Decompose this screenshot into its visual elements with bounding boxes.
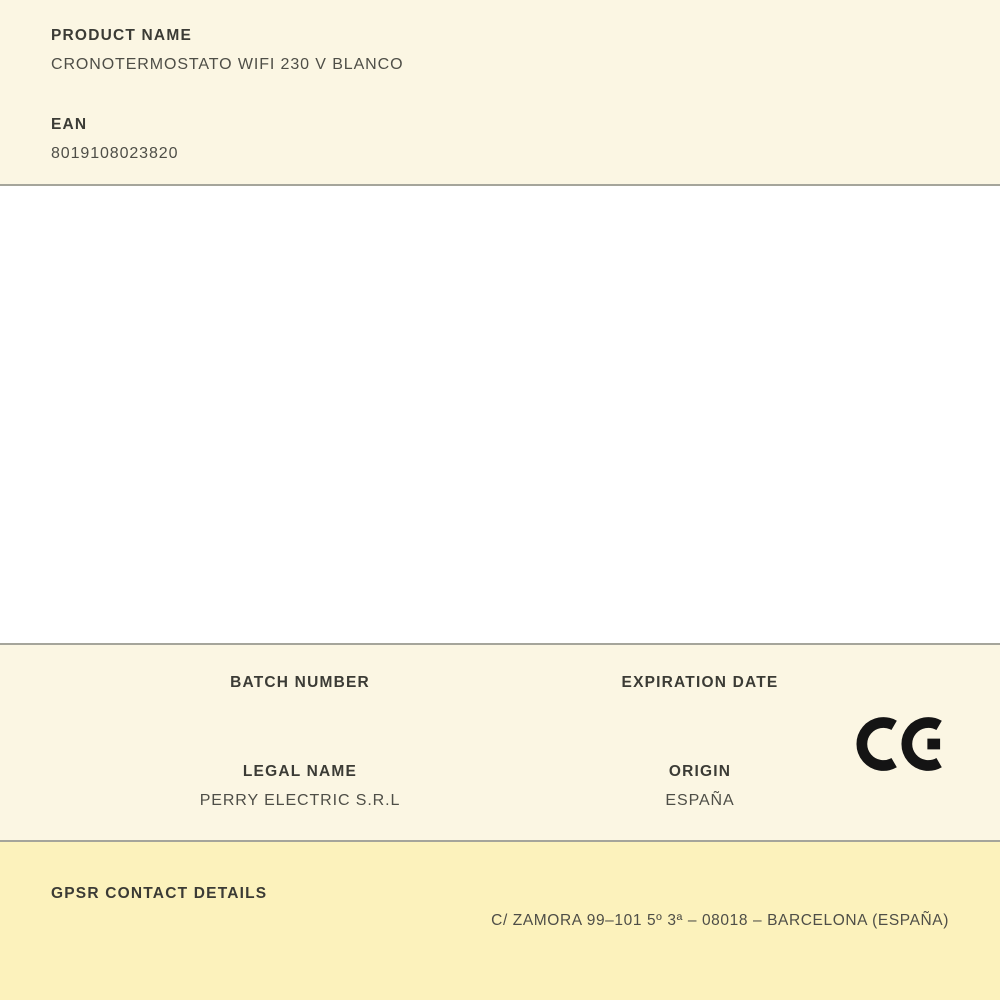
ean-label: EAN xyxy=(51,116,88,133)
expiration-date-label: EXPIRATION DATE xyxy=(621,674,779,691)
legal-name-value: PERRY ELECTRIC S.R.L xyxy=(199,792,401,809)
details-grid xyxy=(100,674,900,809)
batch-number-field xyxy=(100,674,500,691)
product-name-field xyxy=(51,27,949,73)
product-info-section xyxy=(0,0,1000,186)
empty-white-area xyxy=(0,186,1000,645)
legal-name-field xyxy=(100,763,500,809)
ce-mark-icon xyxy=(856,714,944,774)
origin-field xyxy=(500,763,900,809)
gpsr-contact-label: GPSR CONTACT DETAILS xyxy=(51,885,268,902)
gpsr-contact-address: C/ ZAMORA 99–101 5º 3ª – 08018 – BARCELONA (ESPAÑA) xyxy=(491,912,949,929)
expiration-date-field xyxy=(500,674,900,691)
batch-number-label: BATCH NUMBER xyxy=(230,674,370,691)
product-name-label: PRODUCT NAME xyxy=(51,27,192,44)
compliance-details-section xyxy=(0,645,1000,842)
origin-value: ESPAÑA xyxy=(665,792,735,809)
ean-value: 8019108023820 xyxy=(51,145,179,162)
product-name-value: CRONOTERMOSTATO WIFI 230 V BLANCO xyxy=(51,56,404,73)
gpsr-contact-section xyxy=(0,842,1000,1000)
origin-label: ORIGIN xyxy=(668,763,732,780)
ean-field xyxy=(51,116,949,162)
legal-name-label: LEGAL NAME xyxy=(242,763,358,780)
